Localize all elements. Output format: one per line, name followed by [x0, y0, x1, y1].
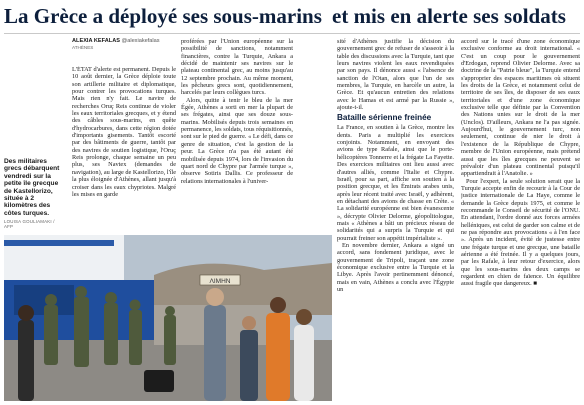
paragraph: proférées par l'Union européenne sur la possibilité de sanctions, notamment financières, contre la Turquie, Ankara a décidé de maintenir ses navires sur le plateau continental grec, au moins jusqu'au 12 septembre prochain. Au même moment, les pêcheurs grecs sont, quotidiennement, harcelés par leurs collègues turcs. — [181, 38, 293, 97]
dateline: ATHÈNES — [72, 45, 94, 50]
paragraph: La France, en soutien à la Grèce, montre les dents. Paris a multiplié les exercices conjoints. Notamment, en envoyant des avions de type Rafale, ainsi que le porte-hélicoptères Tonnerre et la frégate La Fayette. Des exercices militaires ont lieu aussi avec d'autres alliés, comme l'Italie et Chypre. Israël, pour sa part, affiche son soutien à la position grecque, et les Émirats arabes unis, après leur récent traité avec Israël, y adhèrent, en détachant des avions de chasse en Crète. « La solidarité européenne est bien évanescente », décrypte Olivier Delorme, géopolitologue, mais « Athènes a bâti un précieux réseau de solidarités qui a surpris la Turquie et qui pourrait freiner son appétit impérialiste ». — [337, 124, 454, 242]
caption-text: Des militaires grecs débarquent vendredi sur la petite île grecque de Kastellorizo, située à 2 kilomètres des côtes turques. — [4, 158, 60, 217]
paragraph: En novembre dernier, Ankara a signé un accord, sans fondement juridique, avec le gouvernement de Tripoli, traçant une zone économique exclusive entre la Turquie et la Libye. Après l'avoir pertinemment dénoncé, mais en vain, Athènes a conclu avec l'Égypte un — [337, 241, 454, 293]
article-column-2 — [181, 38, 293, 234]
photo-illustration — [4, 235, 332, 401]
paragraph: accord sur le tracé d'une zone économique exclusive conforme au droit international. « C'est un coup pour le gouvernement d'Erdogan, reprend Olivier Delorme. Avec sa doctrine de la "Patrie bleue", la Turquie entend s'approprier des espaces maritimes où situent les droits de la Grèce, et notamment celui de territoire de ses îles, de disposer de ses eaux territoriales et d'une zone économique exclusive telle que définie par la Convention des Nations unies sur le droit de la mer (Unclos). D'ailleurs, Ankara ne l'a pas signée. Aujourd'hui, le gouvernement turc, non seulement, continue de nier le droit à l'existence de la République de Chypre, membre de l'Union européenne, mais prétend aussi que les îles grecques ne peuvent se prévaloir d'un plateau continental puisqu'il appartiendrait à l'Anatolie. » — [461, 38, 580, 178]
author-handle: @alexiakefalas — [121, 38, 160, 44]
harbor-sign-text: ΛΙΜΗΝ — [209, 278, 231, 285]
photo-caption — [4, 158, 62, 229]
luggage — [144, 370, 174, 392]
article-column-4 — [461, 38, 580, 400]
author-name: ALEXIA KEFALAS — [72, 38, 120, 44]
article-column-1 — [72, 66, 176, 232]
article-headline — [4, 4, 580, 28]
paragraph: L'ÉTAT d'alerte est permanent. Depuis le 10 août dernier, la Grèce déploie toute son artillerie militaire et diplomatique, pour contrer les provocations turques. Mais rien n'y fait. Le navire de recherches Oruç Reis continue de violer les eaux territoriales grecques, et y étend des câbles sous-marins, en quête d'hydrocarbures, dans cette région dotée d'importants gisements. Tantôt escorté par des bâtiments de guerre, tantôt par des navires de soutien logistique, l'Oruç Reis prolonge, chaque semaine un peu plus, ses Navtex (demandes de navigation), au large de Kastellorizo, l'île la plus éloignée d'Athènes, allant jusqu'à croiser dans les eaux chypriotes. Malgré les mises en garde — [72, 66, 176, 198]
photo-credit: LOUISA GOULIAMAKI / AFP — [4, 219, 55, 230]
section-heading: Bataille sérienne freinée — [337, 113, 432, 123]
paragraph: sité d'Athènes justifie la décision du gouvernement grec de refuser de s'asseoir à la table des discussions avec la Turquie, tant que leurs navires violent les eaux revendiquées par son pays. Il dénonce aussi « l'absence de sanction de l'Otan, alors que l'un de ses membres, la Turquie, en harcèle un autre, la Grèce. Et qu'aucun entretien des relations avec le Hamas et est armé par la Russie », ajoute-t-il. — [337, 38, 454, 112]
ship-stripe — [4, 240, 114, 246]
paragraph: Pour l'expert, la seule solution serait que la Turquie accepte enfin de recourir à la Cour de justice internationale de La Haye, comme le demande la Grèce depuis 1975, et comme le recommande le Conseil de sécurité de l'ONU. En attendant, l'ordre donné aux forces armées helléniques, est celui de garder son calme et de ne pas répondre aux provocations « à l'en face ». Après un incident, évité de justesse entre une frégate turque et une grecque, une bataille aérienne a été freinée. Il y a quelques jours, par les Rafale, à leur retour d'exercice, alors que les sous-marins des deux camps se regardent en chien de faïence. Un équilibre aussi fragile que dangereux. ■ — [461, 177, 580, 288]
article-column-3 — [337, 38, 454, 400]
paragraph: Alors, quitte à tenir le bleu de la mer Égée, Athènes a sorti en mer la plupart de ses frégates, ainsi que ses douze sous-marins. Mobilisés depuis trois semaines en permanence, les soldats, tous réquisitionnés, sont sur le pied de guerre. « Le défi, dans ce genre de situation, c'est la gestion de la peur. La Grèce n'a pas été autant été mobilisée depuis 1974, lors de l'invasion du quart nord de Chypre par l'armée turque », observe Sotiris Dallis. Ce professeur de relations internationales à l'univer- — [181, 96, 293, 185]
headline-part-1: La Grèce a déployé ses sous-marins — [4, 4, 322, 28]
headline-part-2: et mis en alerte ses soldats — [332, 4, 566, 28]
byline — [72, 38, 176, 50]
headline-rule — [4, 33, 580, 34]
article-photo — [4, 235, 332, 401]
